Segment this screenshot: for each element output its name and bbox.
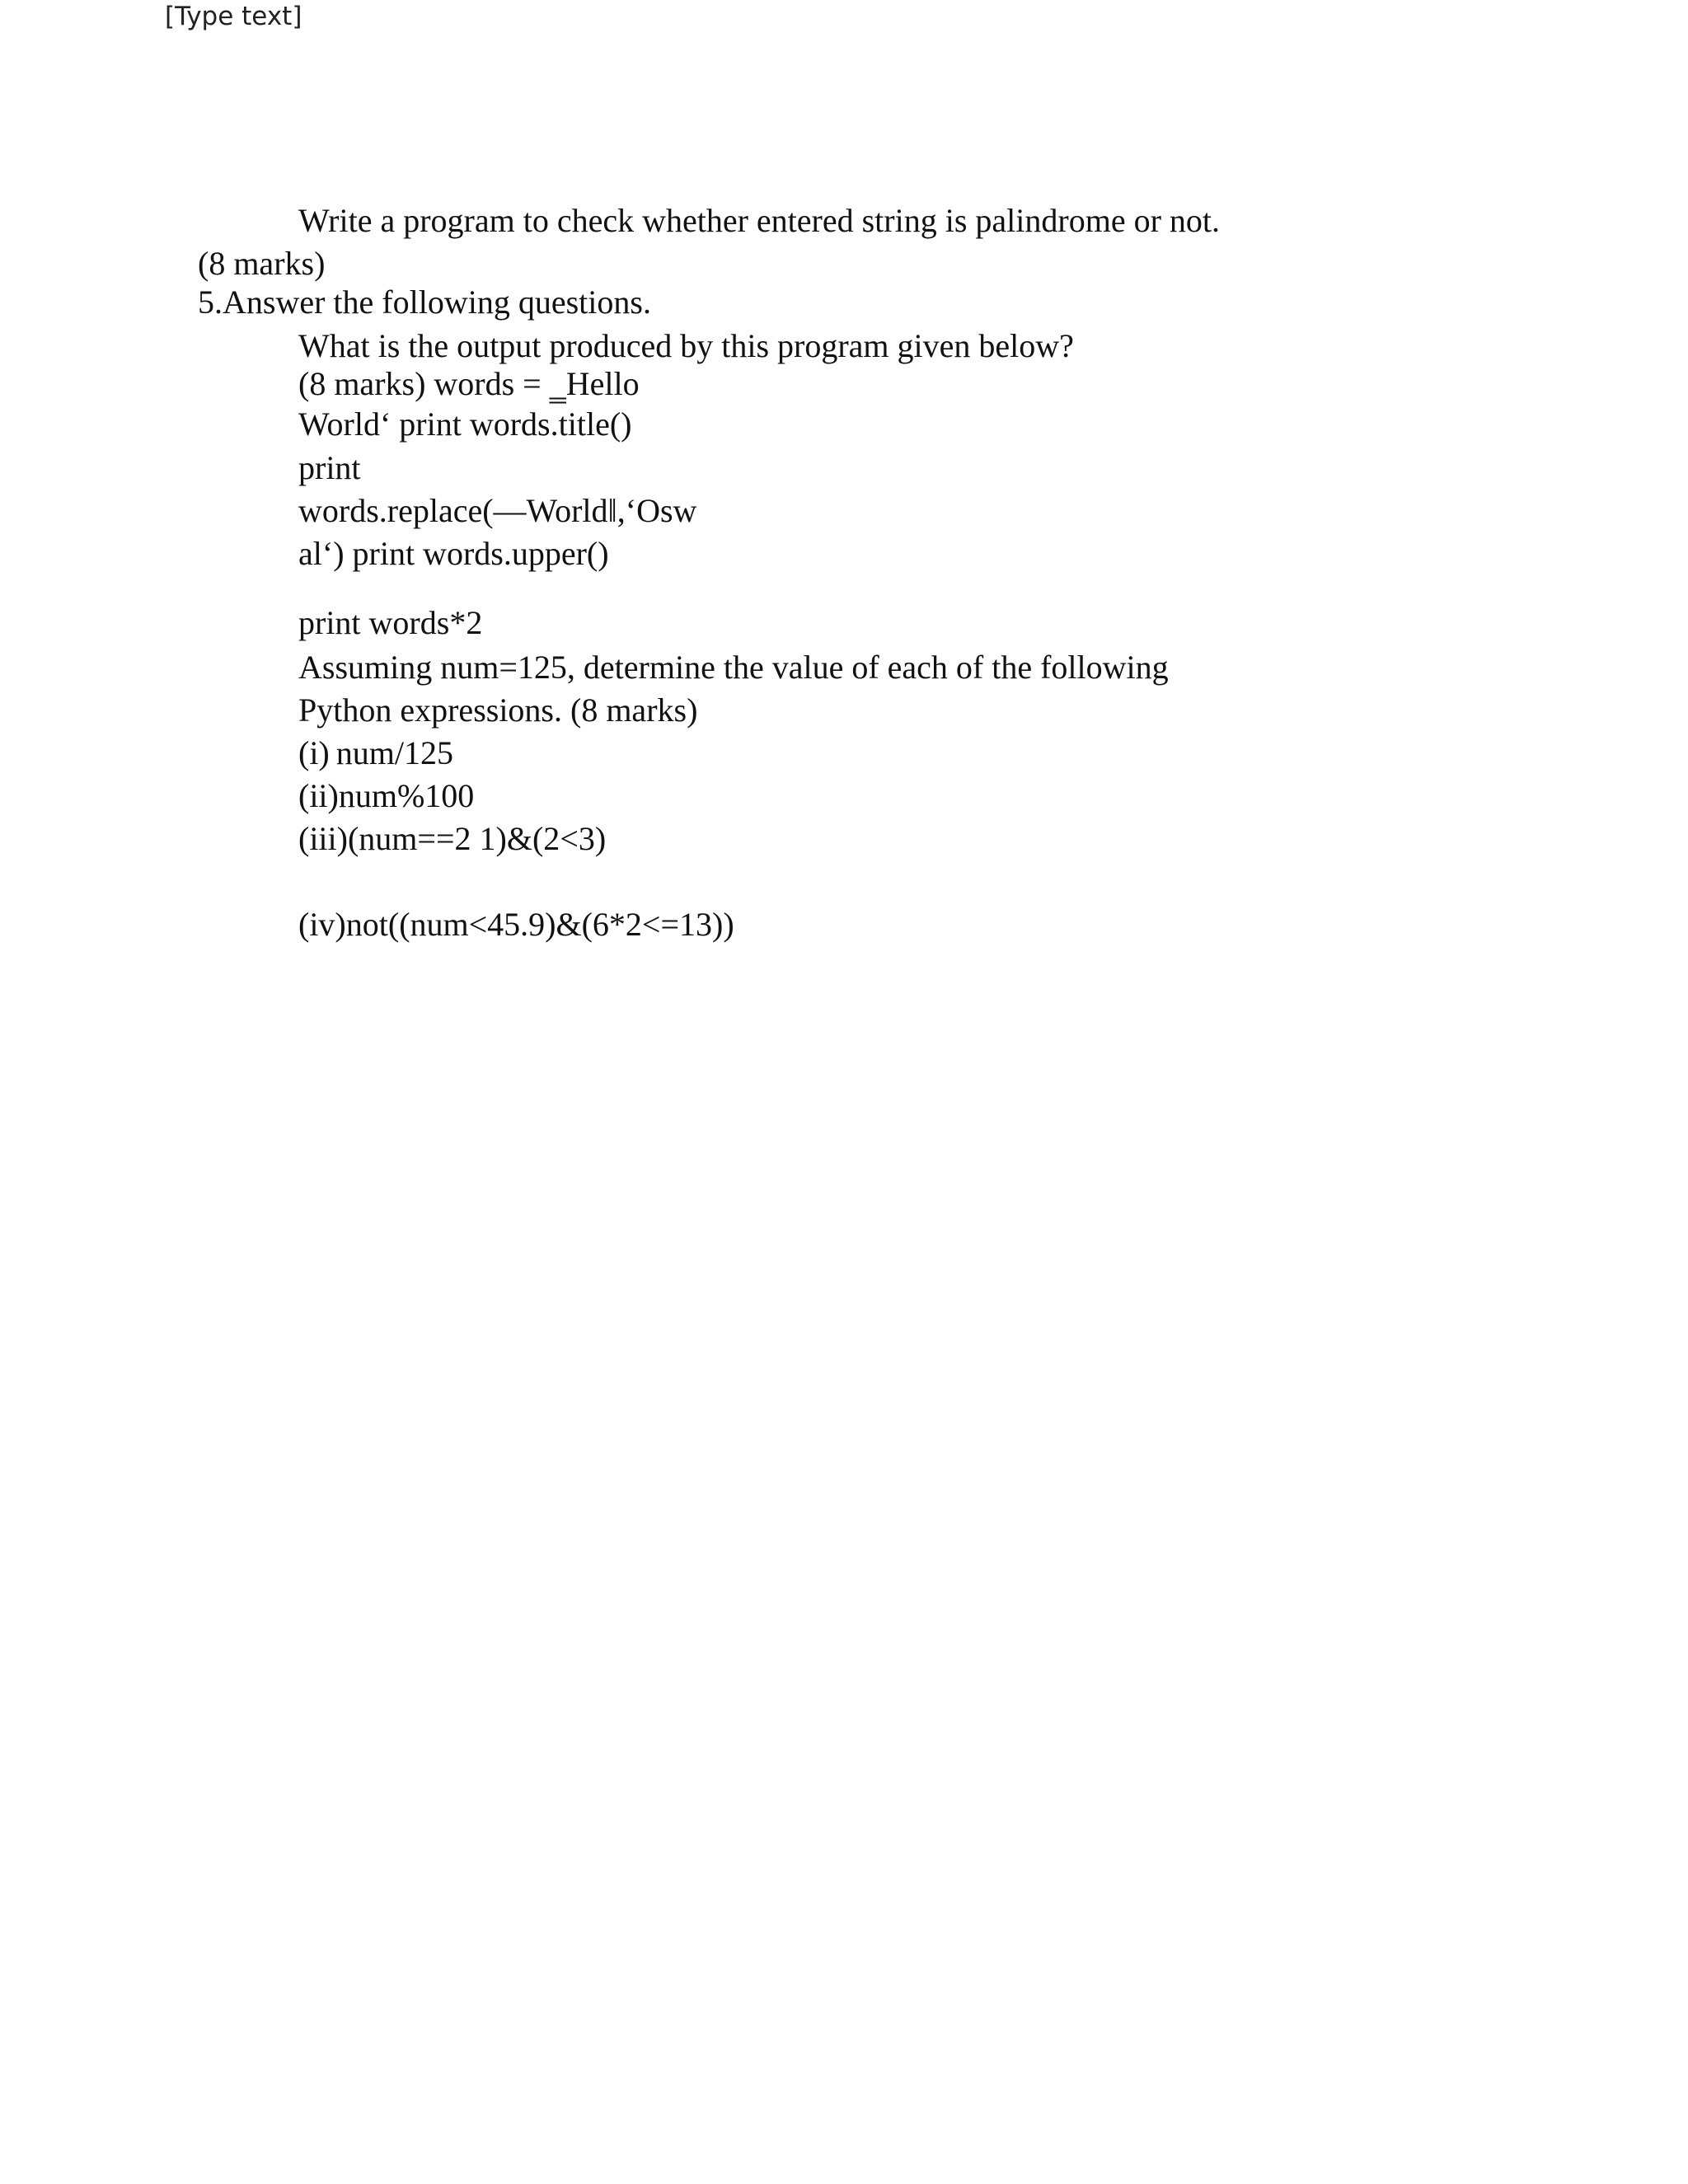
expression-item: (iii)(num==2 1)&(2<3) (298, 820, 607, 857)
section-heading: 5.Answer the following questions. (198, 284, 651, 321)
code-line: print (298, 449, 361, 486)
question-output: What is the output produced by this program given below? (298, 327, 1074, 364)
expression-item: (i) num/125 (298, 734, 453, 771)
marks-label: (8 marks) (198, 245, 326, 282)
code-line: print words*2 (298, 604, 483, 641)
question-expressions-continued: Python expressions. (8 marks) (298, 691, 698, 729)
expression-item: (iv)not((num<45.9)&(6*2<=13)) (298, 906, 734, 943)
code-line: World‘ print words.title() (298, 405, 632, 443)
code-line: al‘) print words.upper() (298, 535, 609, 572)
expression-item: (ii)num%100 (298, 777, 475, 814)
code-line: (8 marks) words = ‗Hello (298, 365, 640, 402)
question-expressions: Assuming num=125, determine the value of each of the following (298, 649, 1169, 686)
code-line: words.replace(—World‖,‘Osw (298, 492, 697, 529)
header-placeholder: [Type text] (165, 2, 302, 31)
question-palindrome: Write a program to check whether entered string is palindrome or not. (298, 202, 1221, 239)
